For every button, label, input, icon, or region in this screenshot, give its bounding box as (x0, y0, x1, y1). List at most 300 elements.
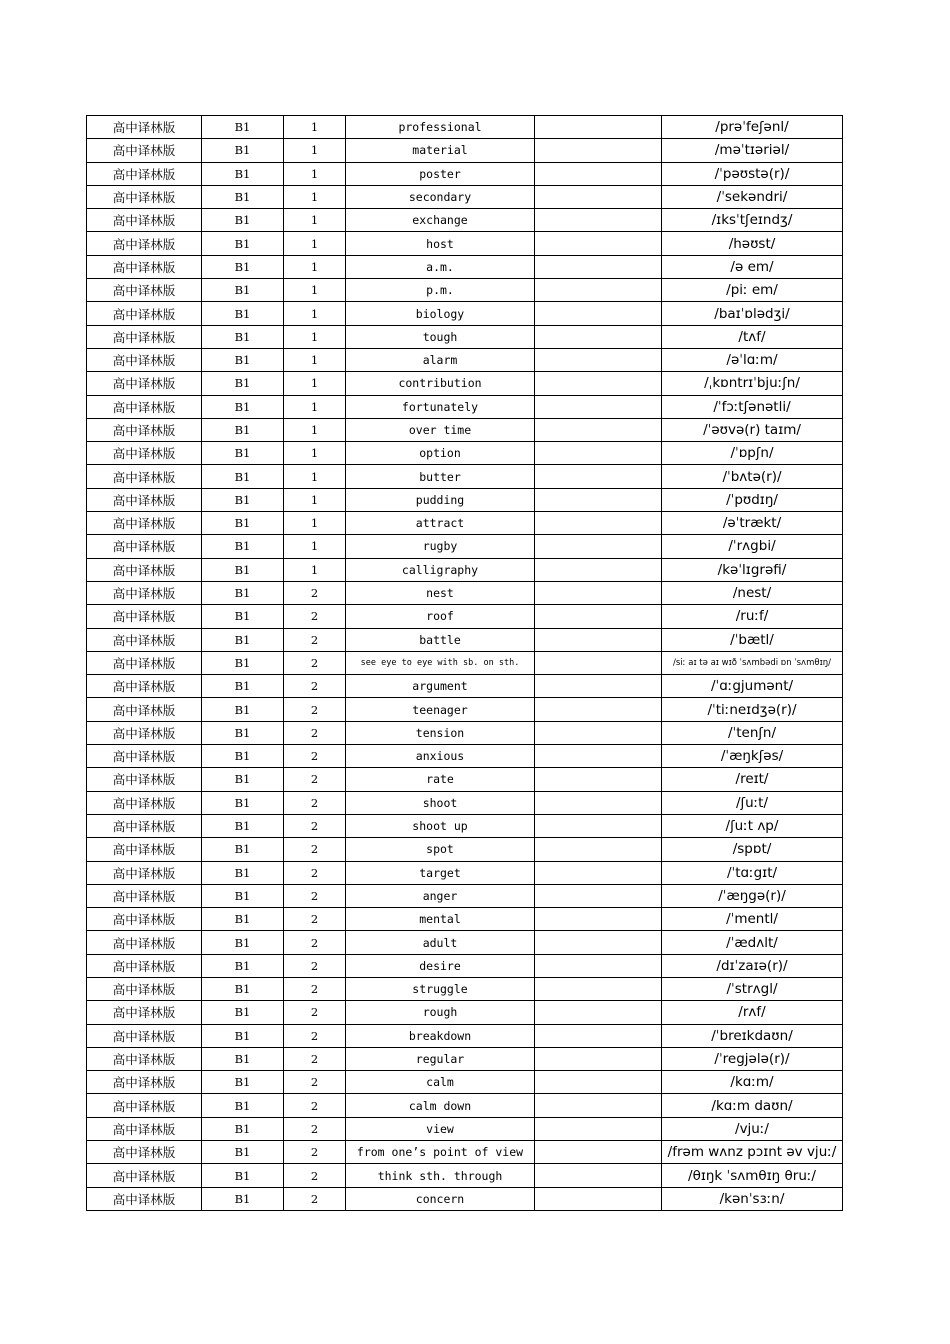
unit-cell: 2 (284, 1117, 346, 1140)
table-row (87, 977, 843, 1000)
level-cell: B1 (202, 908, 284, 931)
unit-cell: 2 (284, 745, 346, 768)
phonetic-cell: /ˈæŋkʃəs/ (662, 745, 843, 768)
phonetic-cell: /prəˈfeʃənl/ (662, 116, 843, 139)
word-cell: professional (346, 116, 535, 139)
level-cell: B1 (202, 348, 284, 371)
word-cell: calligraphy (346, 558, 535, 581)
textbook-cell: 高中译林版 (87, 512, 202, 535)
meaning-cell (535, 116, 662, 139)
word-cell: fortunately (346, 395, 535, 418)
word-cell: nest (346, 581, 535, 604)
word-cell: poster (346, 162, 535, 185)
word-cell: struggle (346, 977, 535, 1000)
unit-cell: 2 (284, 814, 346, 837)
meaning-cell (535, 558, 662, 581)
phonetic-cell: /ruːf/ (662, 605, 843, 628)
textbook-cell: 高中译林版 (87, 791, 202, 814)
table-row (87, 395, 843, 418)
meaning-cell (535, 1001, 662, 1024)
meaning-cell (535, 791, 662, 814)
unit-cell: 2 (284, 931, 346, 954)
unit-cell: 1 (284, 535, 346, 558)
phonetic-cell: /ˈæŋgə(r)/ (662, 884, 843, 907)
table-row (87, 325, 843, 348)
word-cell: tension (346, 721, 535, 744)
word-cell: anger (346, 884, 535, 907)
unit-cell: 1 (284, 512, 346, 535)
textbook-cell: 高中译林版 (87, 1024, 202, 1047)
phonetic-cell: /spɒt/ (662, 838, 843, 861)
phonetic-cell: /kəˈlɪgrəfi/ (662, 558, 843, 581)
unit-cell: 2 (284, 651, 346, 674)
unit-cell: 1 (284, 162, 346, 185)
level-cell: B1 (202, 162, 284, 185)
textbook-cell: 高中译林版 (87, 395, 202, 418)
textbook-cell: 高中译林版 (87, 581, 202, 604)
table-row (87, 255, 843, 278)
level-cell: B1 (202, 535, 284, 558)
textbook-cell: 高中译林版 (87, 838, 202, 861)
unit-cell: 1 (284, 325, 346, 348)
textbook-cell: 高中译林版 (87, 1047, 202, 1070)
word-cell: from one’s point of view (346, 1141, 535, 1164)
textbook-cell: 高中译林版 (87, 232, 202, 255)
phonetic-cell: /əˈlɑːm/ (662, 348, 843, 371)
level-cell: B1 (202, 372, 284, 395)
meaning-cell (535, 1024, 662, 1047)
meaning-cell (535, 605, 662, 628)
unit-cell: 2 (284, 791, 346, 814)
textbook-cell: 高中译林版 (87, 1001, 202, 1024)
word-cell: exchange (346, 209, 535, 232)
level-cell: B1 (202, 675, 284, 698)
unit-cell: 2 (284, 675, 346, 698)
unit-cell: 2 (284, 698, 346, 721)
phonetic-cell: /piː em/ (662, 279, 843, 302)
meaning-cell (535, 745, 662, 768)
meaning-cell (535, 954, 662, 977)
level-cell: B1 (202, 1001, 284, 1024)
phonetic-cell: /ˈbʌtə(r)/ (662, 465, 843, 488)
textbook-cell: 高中译林版 (87, 628, 202, 651)
textbook-cell: 高中译林版 (87, 675, 202, 698)
textbook-cell: 高中译林版 (87, 348, 202, 371)
unit-cell: 1 (284, 372, 346, 395)
phonetic-cell: /kənˈsɜːn/ (662, 1187, 843, 1210)
meaning-cell (535, 1141, 662, 1164)
meaning-cell (535, 488, 662, 511)
level-cell: B1 (202, 931, 284, 954)
phonetic-cell: /ə em/ (662, 255, 843, 278)
phonetic-cell: /reɪt/ (662, 768, 843, 791)
table-row (87, 116, 843, 139)
word-cell: mental (346, 908, 535, 931)
meaning-cell (535, 348, 662, 371)
level-cell: B1 (202, 1164, 284, 1187)
level-cell: B1 (202, 512, 284, 535)
level-cell: B1 (202, 395, 284, 418)
table-row (87, 512, 843, 535)
word-cell: battle (346, 628, 535, 651)
meaning-cell (535, 418, 662, 441)
textbook-cell: 高中译林版 (87, 977, 202, 1000)
phonetic-cell: /ˈəʊvə(r) taɪm/ (662, 418, 843, 441)
textbook-cell: 高中译林版 (87, 325, 202, 348)
table-row (87, 209, 843, 232)
level-cell: B1 (202, 232, 284, 255)
meaning-cell (535, 675, 662, 698)
unit-cell: 1 (284, 255, 346, 278)
word-cell: attract (346, 512, 535, 535)
textbook-cell: 高中译林版 (87, 721, 202, 744)
word-cell: pudding (346, 488, 535, 511)
textbook-cell: 高中译林版 (87, 279, 202, 302)
meaning-cell (535, 139, 662, 162)
word-cell: concern (346, 1187, 535, 1210)
textbook-cell: 高中译林版 (87, 488, 202, 511)
level-cell: B1 (202, 1024, 284, 1047)
table-row (87, 442, 843, 465)
level-cell: B1 (202, 791, 284, 814)
unit-cell: 2 (284, 1047, 346, 1070)
word-cell: target (346, 861, 535, 884)
textbook-cell: 高中译林版 (87, 442, 202, 465)
word-cell: secondary (346, 185, 535, 208)
table-row (87, 1164, 843, 1187)
table-row (87, 908, 843, 931)
word-cell: butter (346, 465, 535, 488)
textbook-cell: 高中译林版 (87, 954, 202, 977)
unit-cell: 2 (284, 768, 346, 791)
table-row (87, 348, 843, 371)
unit-cell: 2 (284, 954, 346, 977)
meaning-cell (535, 535, 662, 558)
textbook-cell: 高中译林版 (87, 465, 202, 488)
textbook-cell: 高中译林版 (87, 605, 202, 628)
unit-cell: 2 (284, 1187, 346, 1210)
vocabulary-table (86, 115, 843, 1211)
unit-cell: 1 (284, 279, 346, 302)
word-cell: a.m. (346, 255, 535, 278)
level-cell: B1 (202, 954, 284, 977)
phonetic-cell: /ˈpʊdɪŋ/ (662, 488, 843, 511)
level-cell: B1 (202, 116, 284, 139)
unit-cell: 2 (284, 861, 346, 884)
word-cell: desire (346, 954, 535, 977)
unit-cell: 1 (284, 418, 346, 441)
phonetic-cell: /həʊst/ (662, 232, 843, 255)
meaning-cell (535, 1164, 662, 1187)
phonetic-cell: /məˈtɪəriəl/ (662, 139, 843, 162)
unit-cell: 1 (284, 348, 346, 371)
table-row (87, 581, 843, 604)
table-row (87, 721, 843, 744)
level-cell: B1 (202, 325, 284, 348)
table-row (87, 558, 843, 581)
textbook-cell: 高中译林版 (87, 1094, 202, 1117)
phonetic-cell: /ʃuːt/ (662, 791, 843, 814)
word-cell: contribution (346, 372, 535, 395)
unit-cell: 2 (284, 1164, 346, 1187)
unit-cell: 2 (284, 884, 346, 907)
table-row (87, 185, 843, 208)
phonetic-cell: /ˈɑːgjumənt/ (662, 675, 843, 698)
unit-cell: 1 (284, 209, 346, 232)
table-row (87, 1001, 843, 1024)
level-cell: B1 (202, 977, 284, 1000)
level-cell: B1 (202, 1071, 284, 1094)
phonetic-cell: /kɑːm daʊn/ (662, 1094, 843, 1117)
word-cell: rugby (346, 535, 535, 558)
textbook-cell: 高中译林版 (87, 931, 202, 954)
table-row (87, 279, 843, 302)
unit-cell: 2 (284, 1071, 346, 1094)
textbook-cell: 高中译林版 (87, 535, 202, 558)
unit-cell: 1 (284, 465, 346, 488)
meaning-cell (535, 302, 662, 325)
phonetic-cell: /ˈɒpʃn/ (662, 442, 843, 465)
phonetic-cell: /dɪˈzaɪə(r)/ (662, 954, 843, 977)
textbook-cell: 高中译林版 (87, 372, 202, 395)
unit-cell: 1 (284, 488, 346, 511)
level-cell: B1 (202, 814, 284, 837)
textbook-cell: 高中译林版 (87, 1164, 202, 1187)
word-cell: option (346, 442, 535, 465)
table-row (87, 302, 843, 325)
meaning-cell (535, 442, 662, 465)
meaning-cell (535, 255, 662, 278)
textbook-cell: 高中译林版 (87, 814, 202, 837)
textbook-cell: 高中译林版 (87, 162, 202, 185)
table-row (87, 931, 843, 954)
meaning-cell (535, 651, 662, 674)
unit-cell: 1 (284, 232, 346, 255)
level-cell: B1 (202, 302, 284, 325)
table-row (87, 1071, 843, 1094)
textbook-cell: 高中译林版 (87, 209, 202, 232)
meaning-cell (535, 465, 662, 488)
phonetic-cell: /ʃuːt ʌp/ (662, 814, 843, 837)
meaning-cell (535, 1071, 662, 1094)
word-cell: rate (346, 768, 535, 791)
unit-cell: 2 (284, 628, 346, 651)
phonetic-cell: /ɪksˈtʃeɪndʒ/ (662, 209, 843, 232)
unit-cell: 1 (284, 442, 346, 465)
unit-cell: 2 (284, 1001, 346, 1024)
table-row (87, 675, 843, 698)
word-cell: spot (346, 838, 535, 861)
level-cell: B1 (202, 1187, 284, 1210)
level-cell: B1 (202, 139, 284, 162)
textbook-cell: 高中译林版 (87, 908, 202, 931)
meaning-cell (535, 721, 662, 744)
table-row (87, 651, 843, 674)
vocabulary-table-body (87, 116, 843, 1211)
phonetic-cell: /ˈfɔːtʃənətli/ (662, 395, 843, 418)
meaning-cell (535, 931, 662, 954)
phonetic-cell: /frəm wʌnz pɔɪnt əv vjuː/ (662, 1141, 843, 1164)
level-cell: B1 (202, 418, 284, 441)
word-cell: adult (346, 931, 535, 954)
textbook-cell: 高中译林版 (87, 1071, 202, 1094)
word-cell: anxious (346, 745, 535, 768)
phonetic-cell: /ˈstrʌgl/ (662, 977, 843, 1000)
unit-cell: 1 (284, 185, 346, 208)
textbook-cell: 高中译林版 (87, 1187, 202, 1210)
meaning-cell (535, 861, 662, 884)
meaning-cell (535, 209, 662, 232)
phonetic-cell: /ˌkɒntrɪˈbjuːʃn/ (662, 372, 843, 395)
unit-cell: 2 (284, 581, 346, 604)
textbook-cell: 高中译林版 (87, 116, 202, 139)
table-row (87, 791, 843, 814)
unit-cell: 1 (284, 302, 346, 325)
textbook-cell: 高中译林版 (87, 1117, 202, 1140)
table-row (87, 884, 843, 907)
phonetic-cell: /θɪŋk ˈsʌmθɪŋ θruː/ (662, 1164, 843, 1187)
word-cell: breakdown (346, 1024, 535, 1047)
textbook-cell: 高中译林版 (87, 768, 202, 791)
phonetic-cell: /kɑːm/ (662, 1071, 843, 1094)
level-cell: B1 (202, 745, 284, 768)
word-cell: shoot (346, 791, 535, 814)
table-row (87, 861, 843, 884)
unit-cell: 2 (284, 721, 346, 744)
meaning-cell (535, 1094, 662, 1117)
table-row (87, 418, 843, 441)
unit-cell: 2 (284, 908, 346, 931)
table-row (87, 1094, 843, 1117)
meaning-cell (535, 279, 662, 302)
phonetic-cell: /ˈregjələ(r)/ (662, 1047, 843, 1070)
meaning-cell (535, 232, 662, 255)
phonetic-cell: /ˈsekəndri/ (662, 185, 843, 208)
meaning-cell (535, 908, 662, 931)
unit-cell: 2 (284, 977, 346, 1000)
level-cell: B1 (202, 185, 284, 208)
level-cell: B1 (202, 721, 284, 744)
word-cell: material (346, 139, 535, 162)
table-row (87, 1187, 843, 1210)
textbook-cell: 高中译林版 (87, 558, 202, 581)
word-cell: over time (346, 418, 535, 441)
meaning-cell (535, 162, 662, 185)
level-cell: B1 (202, 605, 284, 628)
meaning-cell (535, 698, 662, 721)
meaning-cell (535, 628, 662, 651)
word-cell: calm down (346, 1094, 535, 1117)
phonetic-cell: /ˈrʌgbi/ (662, 535, 843, 558)
level-cell: B1 (202, 768, 284, 791)
level-cell: B1 (202, 651, 284, 674)
word-cell: think sth. through (346, 1164, 535, 1187)
word-cell: view (346, 1117, 535, 1140)
level-cell: B1 (202, 838, 284, 861)
phonetic-cell: /tʌf/ (662, 325, 843, 348)
phonetic-cell: /ˈmentl/ (662, 908, 843, 931)
meaning-cell (535, 884, 662, 907)
phonetic-cell: /ˈtɑːgɪt/ (662, 861, 843, 884)
unit-cell: 2 (284, 1141, 346, 1164)
table-row (87, 745, 843, 768)
word-cell: teenager (346, 698, 535, 721)
phonetic-cell: /ˈædʌlt/ (662, 931, 843, 954)
level-cell: B1 (202, 1141, 284, 1164)
table-row (87, 535, 843, 558)
word-cell: p.m. (346, 279, 535, 302)
unit-cell: 1 (284, 395, 346, 418)
table-row (87, 465, 843, 488)
meaning-cell (535, 1117, 662, 1140)
table-row (87, 1047, 843, 1070)
level-cell: B1 (202, 884, 284, 907)
phonetic-cell: /siː aɪ tə aɪ wɪð ˈsʌmbədi ɒn ˈsʌmθɪŋ/ (662, 651, 843, 674)
textbook-cell: 高中译林版 (87, 884, 202, 907)
phonetic-cell: /baɪˈɒlədʒi/ (662, 302, 843, 325)
table-row (87, 1141, 843, 1164)
word-cell: roof (346, 605, 535, 628)
phonetic-cell: /ˈpəʊstə(r)/ (662, 162, 843, 185)
textbook-cell: 高中译林版 (87, 255, 202, 278)
table-row (87, 1024, 843, 1047)
level-cell: B1 (202, 442, 284, 465)
word-cell: shoot up (346, 814, 535, 837)
level-cell: B1 (202, 255, 284, 278)
table-row (87, 232, 843, 255)
textbook-cell: 高中译林版 (87, 185, 202, 208)
phonetic-cell: /əˈtrækt/ (662, 512, 843, 535)
phonetic-cell: /ˈbreɪkdaʊn/ (662, 1024, 843, 1047)
phonetic-cell: /rʌf/ (662, 1001, 843, 1024)
meaning-cell (535, 325, 662, 348)
level-cell: B1 (202, 861, 284, 884)
meaning-cell (535, 1047, 662, 1070)
table-row (87, 698, 843, 721)
textbook-cell: 高中译林版 (87, 139, 202, 162)
level-cell: B1 (202, 628, 284, 651)
word-cell: regular (346, 1047, 535, 1070)
meaning-cell (535, 395, 662, 418)
table-row (87, 139, 843, 162)
word-cell: host (346, 232, 535, 255)
table-row (87, 488, 843, 511)
level-cell: B1 (202, 698, 284, 721)
textbook-cell: 高中译林版 (87, 1141, 202, 1164)
level-cell: B1 (202, 558, 284, 581)
meaning-cell (535, 814, 662, 837)
phonetic-cell: /vjuː/ (662, 1117, 843, 1140)
table-row (87, 954, 843, 977)
table-row (87, 768, 843, 791)
level-cell: B1 (202, 1047, 284, 1070)
table-row (87, 1117, 843, 1140)
level-cell: B1 (202, 209, 284, 232)
phonetic-cell: /ˈtenʃn/ (662, 721, 843, 744)
table-row (87, 605, 843, 628)
unit-cell: 2 (284, 1094, 346, 1117)
word-cell: argument (346, 675, 535, 698)
level-cell: B1 (202, 488, 284, 511)
word-cell: rough (346, 1001, 535, 1024)
meaning-cell (535, 977, 662, 1000)
unit-cell: 1 (284, 139, 346, 162)
textbook-cell: 高中译林版 (87, 861, 202, 884)
meaning-cell (535, 581, 662, 604)
table-row (87, 162, 843, 185)
unit-cell: 1 (284, 116, 346, 139)
level-cell: B1 (202, 279, 284, 302)
